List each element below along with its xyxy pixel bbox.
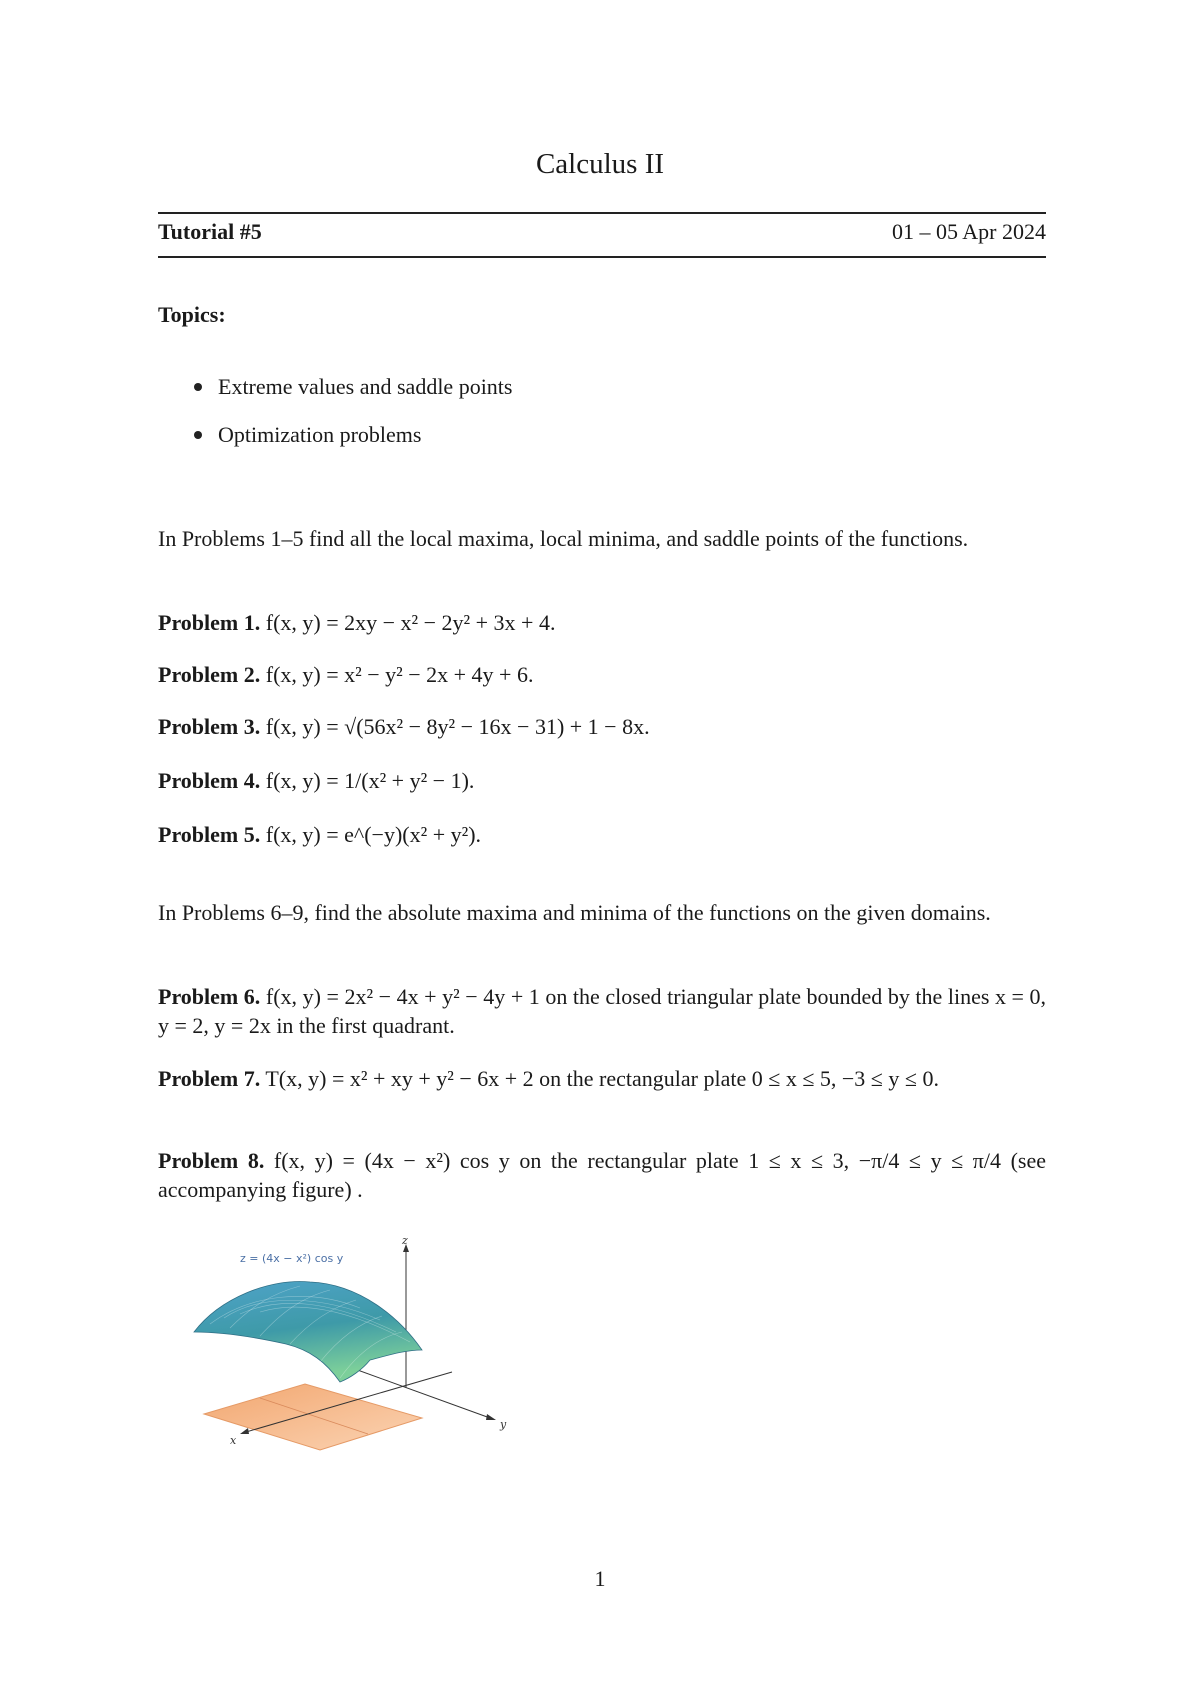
- topic-item: [194, 374, 512, 400]
- problem-label: Problem 6.: [158, 984, 261, 1009]
- problem-statement: f(x, y) = 2xy − x² − 2y² + 3x + 4.: [265, 610, 556, 635]
- problem-statement: T(x, y) = x² + xy + y² − 6x + 2 on the rectangular plate 0 ≤ x ≤ 5, −3 ≤ y ≤ 0.: [265, 1066, 939, 1091]
- problem-2: [158, 660, 1046, 689]
- topic-item: [194, 422, 421, 448]
- topic-text: Extreme values and saddle points: [218, 374, 513, 399]
- page-number: 1: [594, 1566, 606, 1591]
- domain-plate: [204, 1384, 422, 1450]
- bullet-icon: [194, 431, 202, 439]
- y-axis-label: y: [500, 1418, 507, 1431]
- problem-label: Problem 1.: [158, 610, 261, 635]
- topic-text: Optimization problems: [218, 422, 422, 447]
- tutorial-label: Tutorial #5: [158, 219, 262, 244]
- z-axis-label: z: [402, 1238, 408, 1247]
- problem-statement: f(x, y) = 2x² − 4x + y² − 4y + 1 on the closed triangular plate bounded by the lines x = 0, y = 2, y = 2x in the first quadrant.: [158, 984, 1047, 1038]
- problem-8: [158, 1146, 1046, 1204]
- problem-3: [158, 712, 1046, 741]
- problem-label: Problem 5.: [158, 822, 261, 847]
- section2-intro: In Problems 6–9, find the absolute maxima and minima of the functions on the given domains.: [158, 900, 991, 925]
- figure-caption: z = (4x − x²) cos y: [240, 1252, 344, 1265]
- topics-heading: Topics:: [158, 302, 226, 327]
- header-top-rule: [158, 212, 1046, 214]
- problem-statement: f(x, y) = (4x − x²) cos y on the rectangular plate 1 ≤ x ≤ 3, −π/4 ≤ y ≤ π/4 (see accompanying figure) .: [158, 1148, 1047, 1202]
- bullet-icon: [194, 383, 202, 391]
- problem-5: [158, 820, 1046, 849]
- course-title: Calculus II: [535, 148, 665, 180]
- problem-7: [158, 1064, 1046, 1093]
- section1-intro: In Problems 1–5 find all the local maxima, local minima, and saddle points of the functions.: [158, 526, 969, 551]
- problem-statement: f(x, y) = √(56x² − 8y² − 16x − 31) + 1 − 8x.: [265, 714, 650, 739]
- problem-label: Problem 7.: [158, 1066, 261, 1091]
- problem-statement: f(x, y) = 1/(x² + y² − 1).: [265, 768, 475, 793]
- problem-4: [158, 766, 1046, 795]
- tutorial-dates: 01 – 05 Apr 2024: [892, 219, 1046, 244]
- problem-label: Problem 3.: [158, 714, 261, 739]
- problem-6: [158, 982, 1046, 1040]
- problem-statement: f(x, y) = e^(−y)(x² + y²).: [265, 822, 482, 847]
- problem-label: Problem 8.: [158, 1148, 265, 1173]
- problem-statement: f(x, y) = x² − y² − 2x + 4y + 6.: [265, 662, 534, 687]
- problem-1: [158, 608, 1046, 637]
- problem-label: Problem 4.: [158, 768, 261, 793]
- problem-label: Problem 2.: [158, 662, 261, 687]
- x-axis-label: x: [230, 1434, 237, 1447]
- header-bottom-rule: [158, 256, 1046, 258]
- surface-plot-figure: [190, 1238, 530, 1488]
